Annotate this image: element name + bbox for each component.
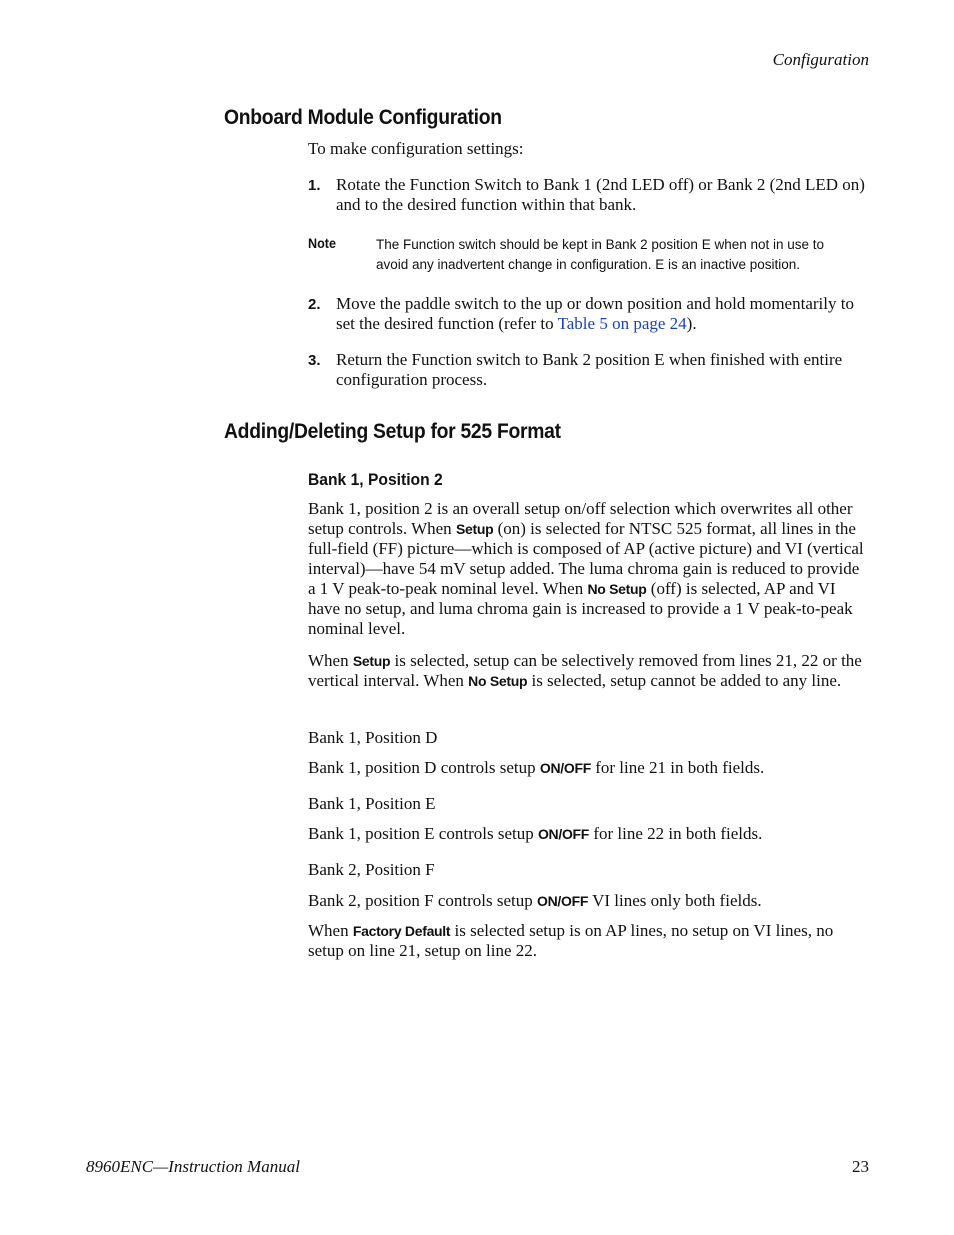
running-head: Configuration (772, 50, 869, 69)
on-off-keyword: ON/OFF (537, 893, 589, 909)
text-part: for line 21 in both fields. (590, 758, 765, 777)
note-label: Note (308, 235, 337, 251)
section-heading-onboard: Onboard Module Configuration (224, 106, 502, 129)
position-d-heading: Bank 1, Position D (308, 728, 438, 747)
setup-keyword: Setup (455, 521, 494, 537)
factory-default-keyword: Factory Default (352, 923, 451, 939)
position-e-heading: Bank 1, Position E (308, 794, 436, 813)
paragraph-setup-removal (308, 651, 870, 691)
text-part: (off) is selected, AP and VI have no setup, and luma chroma gain is increased to provide a 1 V peak-to-peak nominal level. (308, 579, 853, 638)
text-part: VI lines only both fields. (588, 891, 762, 910)
position-e-text (308, 824, 870, 844)
text-part: Bank 2, position F controls setup (308, 891, 538, 910)
text-part: Bank 1, position D controls setup (308, 758, 540, 777)
text-part: Bank 1, position E controls setup (308, 824, 538, 843)
step-2 (308, 294, 870, 334)
footer-page-number: 23 (852, 1157, 869, 1176)
step-text-part: Move the paddle switch to the up or down position and hold momentarily to set the desired function (refer to (336, 294, 854, 333)
step-text: Rotate the Function Switch to Bank 1 (2nd LED off) or Bank 2 (2nd LED on) and to the desired function within that bank. (336, 175, 865, 214)
text-part: (on) is selected for NTSC 525 format, all lines in the full-field (FF) picture—which is composed of AP (active picture) and VI (vertical interval)—have 54 mV setup added. The luma chroma gain is reduced to provide a 1 V peak-to-peak nominal level. When (308, 519, 864, 598)
intro-text: To make configuration settings: (308, 139, 524, 158)
step-number: 3. (308, 352, 321, 369)
paragraph-setup-overview (308, 499, 870, 639)
step-text (336, 294, 870, 334)
subheading-bank1-pos2: Bank 1, Position 2 (308, 470, 443, 489)
no-setup-keyword: No Setup (468, 673, 528, 689)
text-part: When (308, 921, 353, 940)
step-3 (308, 350, 870, 390)
footer-manual-title: 8960ENC—Instruction Manual (86, 1157, 300, 1176)
step-number: 2. (308, 296, 321, 313)
step-1 (308, 175, 870, 215)
text-part: is selected, setup cannot be added to any line. (527, 671, 842, 690)
step-number: 1. (308, 177, 321, 194)
text-part: When (308, 651, 353, 670)
text-part: is selected, setup can be selectively removed from lines 21, 22 or the vertical interval. When (308, 651, 862, 690)
on-off-keyword: ON/OFF (537, 826, 590, 842)
table-5-link[interactable]: Table 5 on page 24 (557, 314, 687, 333)
text-part: Bank 1, position 2 is an overall setup on/off selection which overwrites all other setup controls. When (308, 499, 853, 538)
section-heading-setup: Adding/Deleting Setup for 525 Format (224, 420, 561, 443)
step-text-part: ). (686, 314, 697, 333)
position-f-heading: Bank 2, Position F (308, 860, 435, 879)
position-f-text (308, 891, 870, 911)
note-text: The Function switch should be kept in Bank 2 position E when not in use to avoid any inadvertent change in configuration. E is an inactive position. (376, 237, 825, 272)
text-part: for line 22 in both fields. (589, 824, 763, 843)
position-d-text (308, 758, 870, 778)
factory-default-text (308, 921, 870, 961)
setup-keyword: Setup (352, 653, 391, 669)
no-setup-keyword: No Setup (587, 581, 647, 597)
step-text: Return the Function switch to Bank 2 position E when finished with entire configuration process. (336, 350, 843, 389)
text-part: is selected setup is on AP lines, no setup on VI lines, no setup on line 21, setup on line 22. (308, 921, 834, 960)
on-off-keyword: ON/OFF (539, 760, 591, 776)
